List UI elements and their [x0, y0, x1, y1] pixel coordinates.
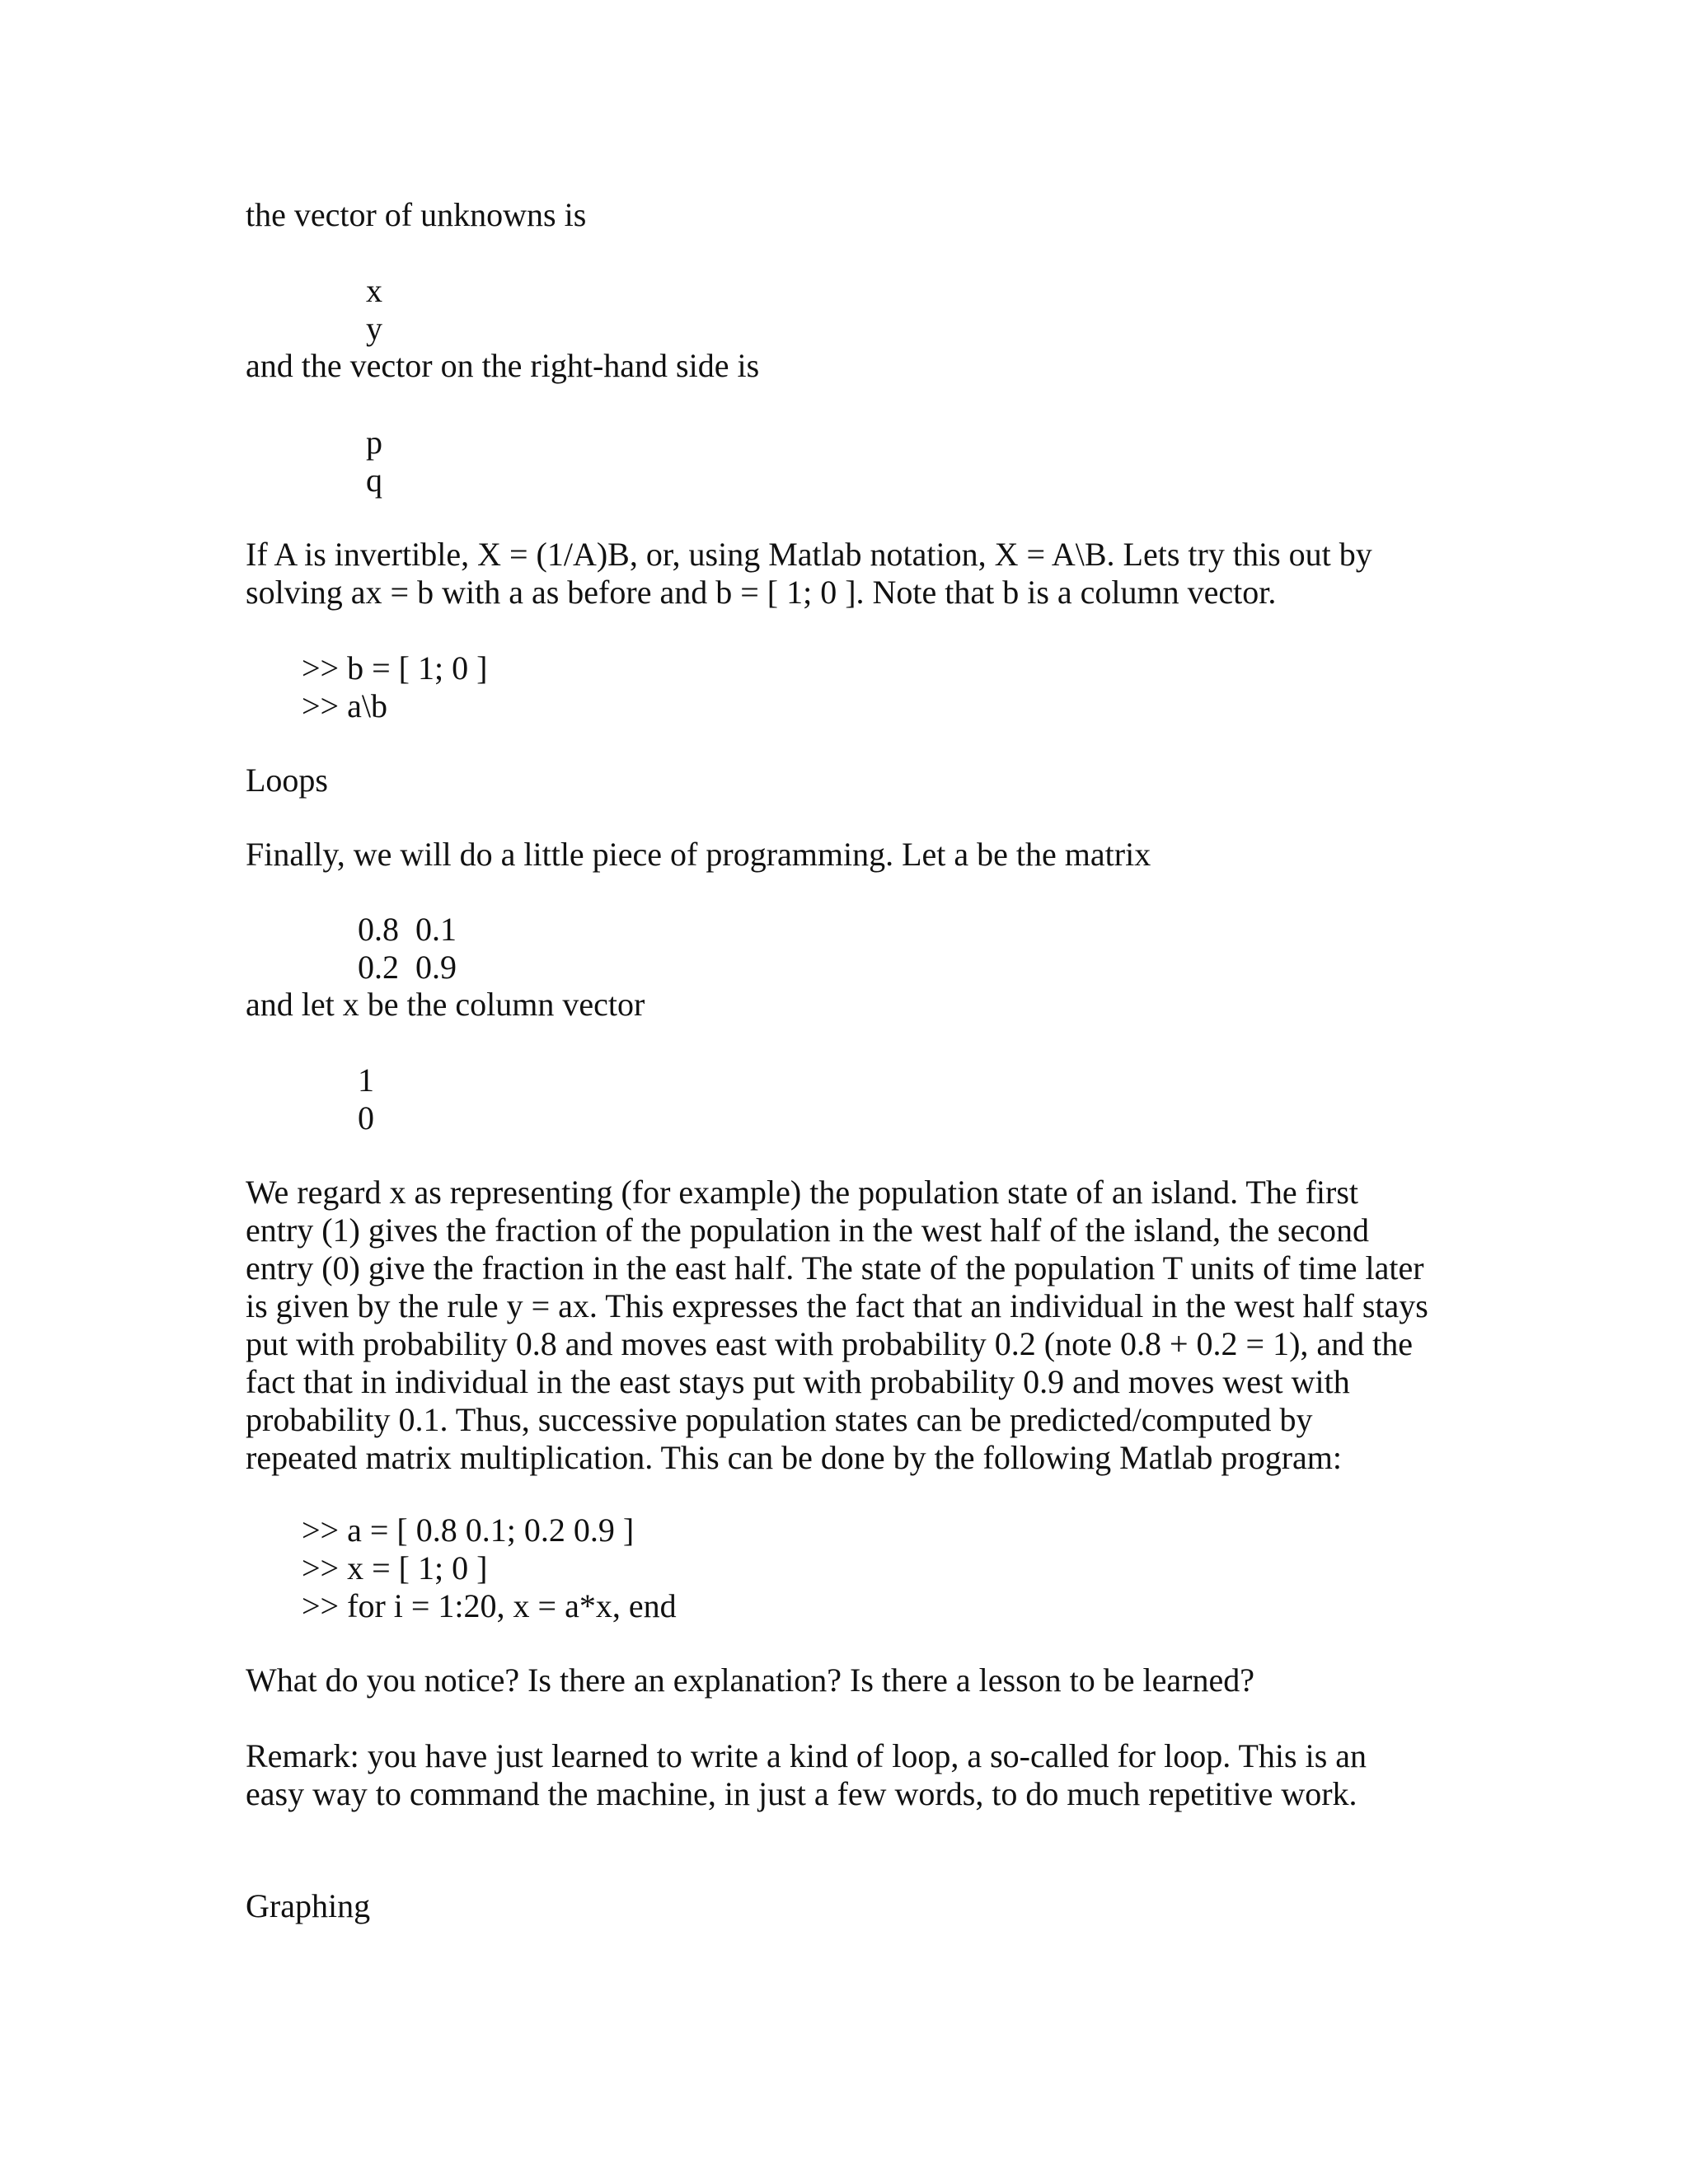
code-line: >> for i = 1:20, x = a*x, end — [302, 1587, 677, 1624]
paragraph-line: easy way to command the machine, in just a few words, to do much repetitive work. — [246, 1775, 1357, 1812]
finally-line: Finally, we will do a little piece of programming. Let a be the matrix — [246, 836, 1151, 873]
intro-line: the vector of unknowns is — [246, 196, 587, 233]
code-line: >> a\b — [302, 687, 387, 724]
heading-loops: Loops — [246, 762, 328, 799]
vector-entry: x — [366, 272, 382, 309]
code-line: >> b = [ 1; 0 ] — [302, 649, 488, 687]
paragraph-line: If A is invertible, X = (1/A)B, or, using Matlab notation, X = A\B. Lets try this out by — [246, 536, 1372, 573]
paragraph-line: fact that in individual in the east stays put with probability 0.9 and moves west with — [246, 1363, 1350, 1400]
let-x-line: and let x be the column vector — [246, 986, 645, 1023]
paragraph-line: Remark: you have just learned to write a kind of loop, a so-called for loop. This is an — [246, 1737, 1367, 1774]
code-line: >> a = [ 0.8 0.1; 0.2 0.9 ] — [302, 1511, 635, 1549]
matrix-row: 0.8 0.1 — [358, 911, 457, 948]
question-line: What do you notice? Is there an explanation? Is there a lesson to be learned? — [246, 1661, 1254, 1699]
code-block-2 — [302, 1511, 677, 1625]
rhs-vector — [366, 424, 382, 499]
vector-entry: q — [366, 462, 382, 499]
paragraph-line: entry (1) gives the fraction of the population in the west half of the island, the second — [246, 1212, 1369, 1249]
vector-entry: p — [366, 424, 382, 461]
rhs-intro-line: and the vector on the right-hand side is — [246, 347, 760, 384]
matrix-a — [358, 911, 457, 987]
vector-entry: 0 — [358, 1099, 374, 1137]
invertible-paragraph — [246, 536, 1449, 612]
paragraph-line: repeated matrix multiplication. This can be done by the following Matlab program: — [246, 1439, 1343, 1476]
code-block-1 — [302, 649, 487, 725]
remark-paragraph — [246, 1737, 1449, 1813]
population-paragraph — [246, 1174, 1449, 1477]
matrix-row: 0.2 0.9 — [358, 949, 457, 986]
paragraph-line: entry (0) give the fraction in the east half. The state of the population T units of time later — [246, 1249, 1424, 1286]
vector-entry: 1 — [358, 1062, 374, 1099]
unknowns-vector — [366, 272, 382, 348]
paragraph-line: probability 0.1. Thus, successive population states can be predicted/computed by — [246, 1401, 1313, 1438]
vector-entry: y — [366, 310, 382, 347]
paragraph-line: We regard x as representing (for example) the population state of an island. The first — [246, 1174, 1359, 1211]
paragraph-line: solving ax = b with a as before and b = [ 1; 0 ]. Note that b is a column vector. — [246, 574, 1277, 611]
heading-graphing: Graphing — [246, 1887, 371, 1924]
paragraph-line: is given by the rule y = ax. This expresses the fact that an individual in the west half stays — [246, 1287, 1428, 1324]
code-line: >> x = [ 1; 0 ] — [302, 1549, 488, 1586]
paragraph-line: put with probability 0.8 and moves east with probability 0.2 (note 0.8 + 0.2 = 1), and the — [246, 1325, 1414, 1362]
column-vector — [358, 1062, 374, 1137]
